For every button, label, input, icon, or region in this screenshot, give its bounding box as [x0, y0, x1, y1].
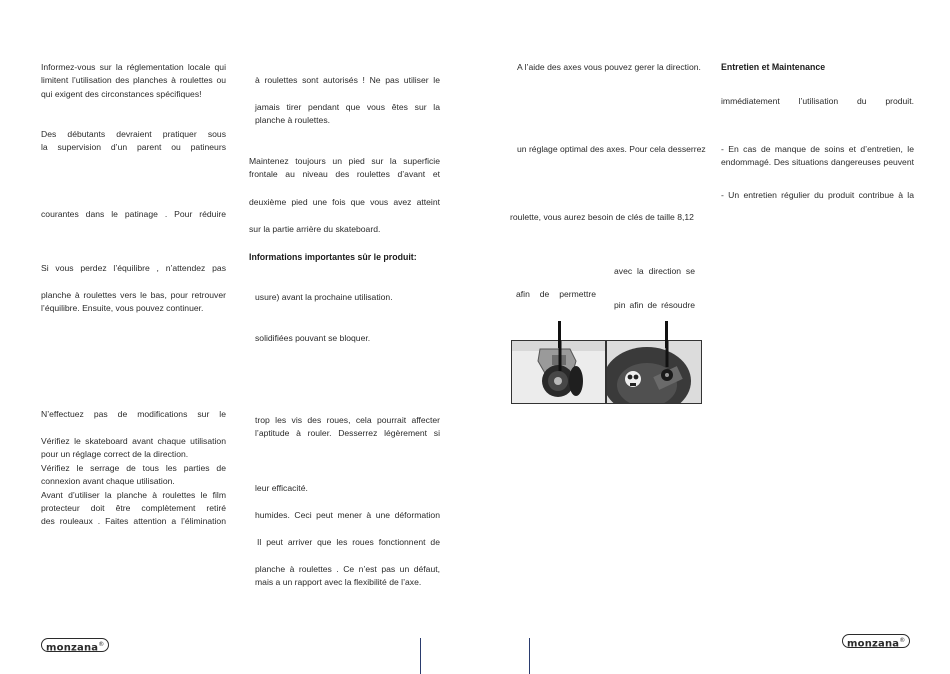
col1-paragraph-4: Si vous perdez l’équilibre , n’attendez pas: [41, 263, 226, 273]
col1-paragraph-2: Des débutants devraient pratiquer sous la supervision d’un parent ou patineurs: [41, 129, 226, 153]
col3-paragraph-1: A l’aide des axes vous pouvez gerer la direction.: [517, 62, 701, 72]
col2-paragraph-12: planche à roulettes . Ce n’est pas un défaut, mais a un rapport avec la flexibilité de l’axe.: [255, 564, 440, 588]
col4-heading: Entretien et Maintenance: [721, 62, 826, 72]
col3-paragraph-3: roulette, vous aurez besoin de clés de taille 8,12: [510, 212, 694, 222]
page-divider-right: [529, 638, 530, 674]
pointer-line-right: [665, 321, 668, 348]
page-divider-left: [420, 638, 421, 674]
col2-paragraph-2: jamais tirer pendant que vous êtes sur la planche à roulettes.: [255, 102, 440, 126]
col2-paragraph-5: sur la partie arrière du skateboard.: [249, 224, 381, 234]
col1-paragraph-6: N’effectuez pas de modifications sur le: [41, 409, 226, 419]
col4-paragraph-2: - En cas de manque de soins et d’entretien, le endommagé. Des situations dangereuses peuvent: [721, 144, 914, 168]
monzana-logo-right: monzana®: [842, 634, 910, 648]
col4-paragraph-1: immédiatement l’utilisation du produit.: [721, 96, 914, 106]
col1-paragraph-3: courantes dans le patinage . Pour réduire: [41, 209, 226, 219]
col2-paragraph-11: Il peut arriver que les roues fonctionnent de: [257, 537, 440, 547]
truck-photo-right: [606, 340, 702, 404]
col3-paragraph-4: avec la direction se: [614, 266, 695, 276]
truck-photo-left: [511, 340, 606, 404]
col2-paragraph-4: deuxième pied une fois que vous avez atteint: [249, 197, 440, 207]
col1-paragraph-5: planche à roulettes vers le bas, pour retrouver l’équilibre. Ensuite, vous pouvez continuer.: [41, 290, 226, 314]
col1-paragraph-1: Informez-vous sur la réglementation locale qui limitent l’utilisation des planches à roulettes ou qui exigent des circonstances spécifiques!: [41, 62, 226, 99]
col2-paragraph-7: solidifiées pouvant se bloquer.: [255, 333, 371, 343]
col2-heading: Informations importantes sûr le produit:: [249, 252, 417, 262]
col3-paragraph-2: un réglage optimal des axes. Pour cela desserrez: [517, 144, 706, 154]
col2-paragraph-10: humides. Ceci peut mener à une déformation: [255, 510, 440, 520]
col2-paragraph-3: Maintenez toujours un pied sur la superficie frontale au niveau des roulettes d’avant et: [249, 156, 440, 180]
col4-paragraph-3: - Un entretien régulier du produit contribue à la: [721, 190, 914, 200]
col3-paragraph-6: pin afin de résoudre: [614, 300, 695, 310]
monzana-logo-left: monzana®: [41, 638, 109, 652]
col2-paragraph-8: trop les vis des roues, cela pourrait affecter l’aptitude à rouler. Desserrez légèrement si: [255, 415, 440, 439]
col1-paragraph-7: Vérifiez le skateboard avant chaque utilisation pour un réglage correct de la direction. Vérifiez le serrage de tous les parties de connexion avant chaque utilisation. Avant d’utiliser la planche à roulettes le film protecteur doit être complètement retiré des rouleaux . Faites attention a l’élimination: [41, 436, 226, 527]
col2-paragraph-9: leur efficacité.: [255, 483, 308, 493]
col2-paragraph-6: usure) avant la prochaine utilisation.: [255, 292, 393, 302]
pointer-line-left: [558, 321, 561, 348]
col3-paragraph-5: afin de permettre: [516, 289, 596, 299]
col2-paragraph-1: à roulettes sont autorisés ! Ne pas utiliser le: [255, 75, 440, 85]
